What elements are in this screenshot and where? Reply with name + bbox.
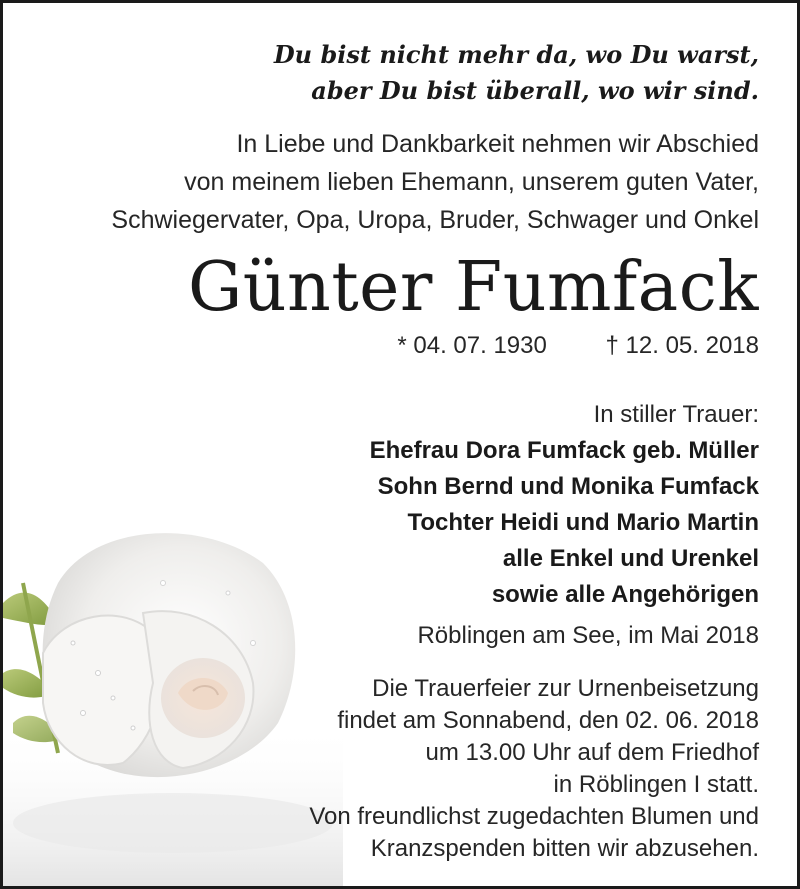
mourner-entry: sowie alle Angehörigen [491, 581, 759, 608]
ceremony-line: in Röblingen I statt. [553, 771, 759, 798]
intro-text [111, 125, 759, 239]
ceremony-line: Kranzspenden bitten wir abzusehen. [370, 835, 759, 862]
mourner-entry: Sohn Bernd und Monika Fumfack [377, 473, 759, 500]
opening-quote [274, 37, 759, 109]
quote-line: Du bist nicht mehr da, wo Du warst, [273, 40, 759, 69]
ceremony-details [309, 673, 759, 865]
mourner-entry: Tochter Heidi und Mario Martin [407, 509, 759, 536]
deceased-name: Günter Fumfack [187, 248, 759, 327]
mourner-entry: alle Enkel und Urenkel [502, 545, 759, 572]
life-dates [397, 329, 759, 363]
quote-line: aber Du bist überall, wo wir sind. [311, 76, 759, 105]
mourning-heading: In stiller Trauer: [593, 401, 759, 428]
birth-date: * 04. 07. 1930 [397, 332, 547, 359]
ceremony-line: um 13.00 Uhr auf dem Friedhof [425, 739, 759, 766]
intro-line: von meinem lieben Ehemann, unserem guten Vater, [184, 168, 759, 196]
intro-line: Schwiegervater, Opa, Uropa, Bruder, Schwager und Onkel [111, 206, 759, 234]
mourner-entry: Ehefrau Dora Fumfack geb. Müller [369, 437, 759, 464]
place-and-date: Röblingen am See, im Mai 2018 [417, 622, 759, 649]
mourners-block [370, 397, 759, 613]
intro-line: In Liebe und Dankbarkeit nehmen wir Abschied [236, 130, 759, 158]
white-rose-image [3, 523, 343, 889]
death-date: † 12. 05. 2018 [605, 332, 759, 359]
ceremony-line: findet am Sonnabend, den 02. 06. 2018 [337, 707, 759, 734]
ceremony-line: Von freundlichst zugedachten Blumen und [309, 803, 759, 830]
ceremony-line: Die Trauerfeier zur Urnenbeisetzung [372, 675, 759, 702]
